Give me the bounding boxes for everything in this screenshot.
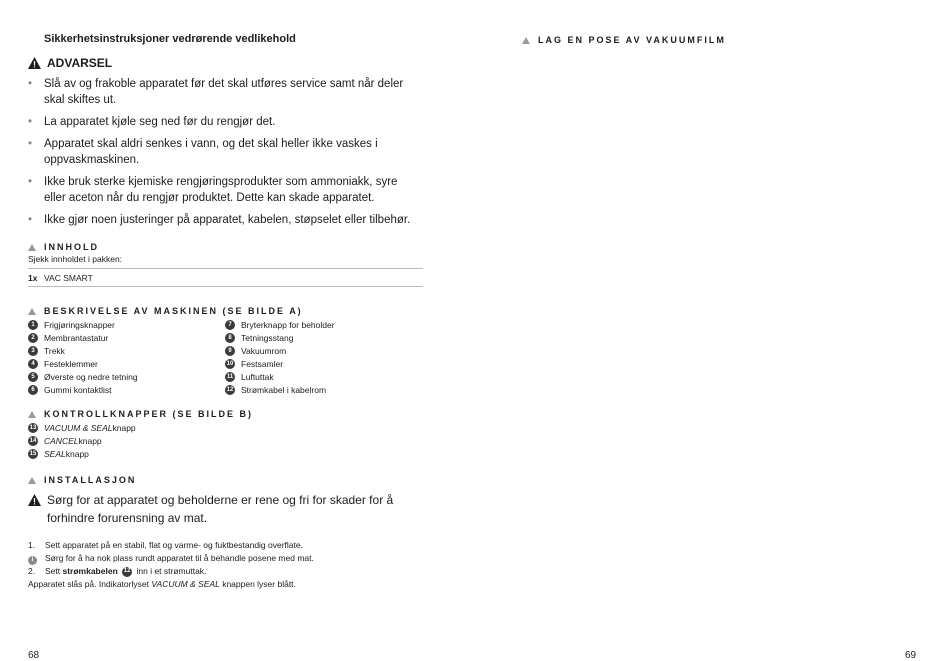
- bag-heading: LAG EN POSE AV VAKUUMFILM: [522, 34, 726, 46]
- install-warning: Sørg for at apparatet og beholderne er rene og fri for skader for å forhindre forurensning av mat.: [28, 491, 420, 527]
- page-number: 69: [905, 650, 917, 661]
- divider: [28, 268, 423, 269]
- warning-title: ADVARSEL: [47, 56, 113, 70]
- warning-list: [28, 76, 418, 228]
- list-item: 5 Øverste og nedre tetning: [28, 370, 138, 383]
- list-item: 10 Festsamler: [226, 358, 284, 369]
- list-item: 9 Vakuumrom: [225, 344, 335, 357]
- list-item: Apparatet slås på. Indikatorlyset VACUUM & SEAL knappen lyser blått.: [28, 579, 296, 589]
- machine-heading: BESKRIVELSE AV MASKINEN (SE BILDE A): [28, 305, 303, 317]
- list-item: 2. Sett strømkabelen 12 inn i et strømuttak.: [28, 566, 207, 576]
- warning-item: • Ikke bruk sterke kjemiske rengjøringsprodukter som ammoniakk, syre eller aceton når du rengjør produktet. Dette kan skade apparatet.: [28, 176, 398, 204]
- safety-title: Sikkerhetsinstruksjoner vedrørende vedlikehold: [44, 33, 296, 45]
- parts-column-2: [225, 318, 335, 396]
- section-triangle-icon: [28, 244, 36, 251]
- section-triangle-icon: [28, 411, 36, 418]
- controls-heading: KONTROLLKNAPPER (SE BILDE B): [28, 408, 253, 420]
- warning-item: • Apparatet skal aldri senkes i vann, og det skal heller ikke vaskes i oppvaskmaskinen.: [28, 138, 378, 166]
- warning-icon: [28, 57, 41, 69]
- warning-icon: [28, 494, 41, 506]
- divider: [28, 286, 423, 287]
- list-item: 4 Festeklemmer: [28, 357, 138, 370]
- section-triangle-icon: [522, 37, 530, 44]
- list-item: 13 VACUUM & SEAL knapp: [29, 422, 136, 433]
- warning-item: • Ikke gjør noen justeringer på apparatet, kabelen, støpselet eller tilbehør.: [28, 214, 411, 226]
- list-item: 1. Sett apparatet på en stabil, flat og varme- og fuktbestandig overflate.: [28, 540, 303, 550]
- install-steps: [28, 539, 423, 591]
- warning-item: • La apparatet kjøle seg ned før du rengjør det.: [28, 116, 276, 128]
- list-item: 7 Bryterknapp for beholder: [225, 318, 335, 331]
- parts-column-1: [28, 318, 138, 396]
- list-item: 3 Trekk: [28, 344, 138, 357]
- page-number: 68: [28, 650, 40, 661]
- list-item: 14 CANCEL knapp: [29, 435, 102, 446]
- list-item: 8 Tetningsstang: [225, 331, 335, 344]
- warning-item: • Slå av og frakoble apparatet før det skal utføres service samt når deler skal skiftes ut.: [28, 78, 404, 106]
- section-triangle-icon: [28, 477, 36, 484]
- list-item: 2 Membrantastatur: [28, 331, 138, 344]
- contents-intro: Sjekk innholdet i pakken:: [28, 254, 123, 264]
- list-item: 12 Strømkabel i kabelrom: [226, 384, 327, 395]
- list-item: i Sørg for å ha nok plass rundt apparatet til å behandle posene med mat.: [28, 552, 423, 565]
- controls-list: [28, 421, 136, 460]
- contents-row: 1x VAC SMART: [28, 273, 93, 283]
- info-icon: i: [28, 556, 37, 565]
- list-item: 11 Luftuttak: [226, 371, 274, 382]
- right-page: [522, 0, 922, 660]
- list-item: 15 SEAL knapp: [29, 448, 89, 459]
- warning-heading: [28, 56, 112, 70]
- list-item: 1 Frigjøringsknapper: [28, 318, 138, 331]
- left-page: [28, 0, 423, 660]
- contents-heading: INNHOLD: [28, 241, 99, 253]
- section-triangle-icon: [28, 308, 36, 315]
- install-heading: INSTALLASJON: [28, 474, 136, 486]
- list-item: 6 Gummi kontaktlist: [28, 383, 138, 396]
